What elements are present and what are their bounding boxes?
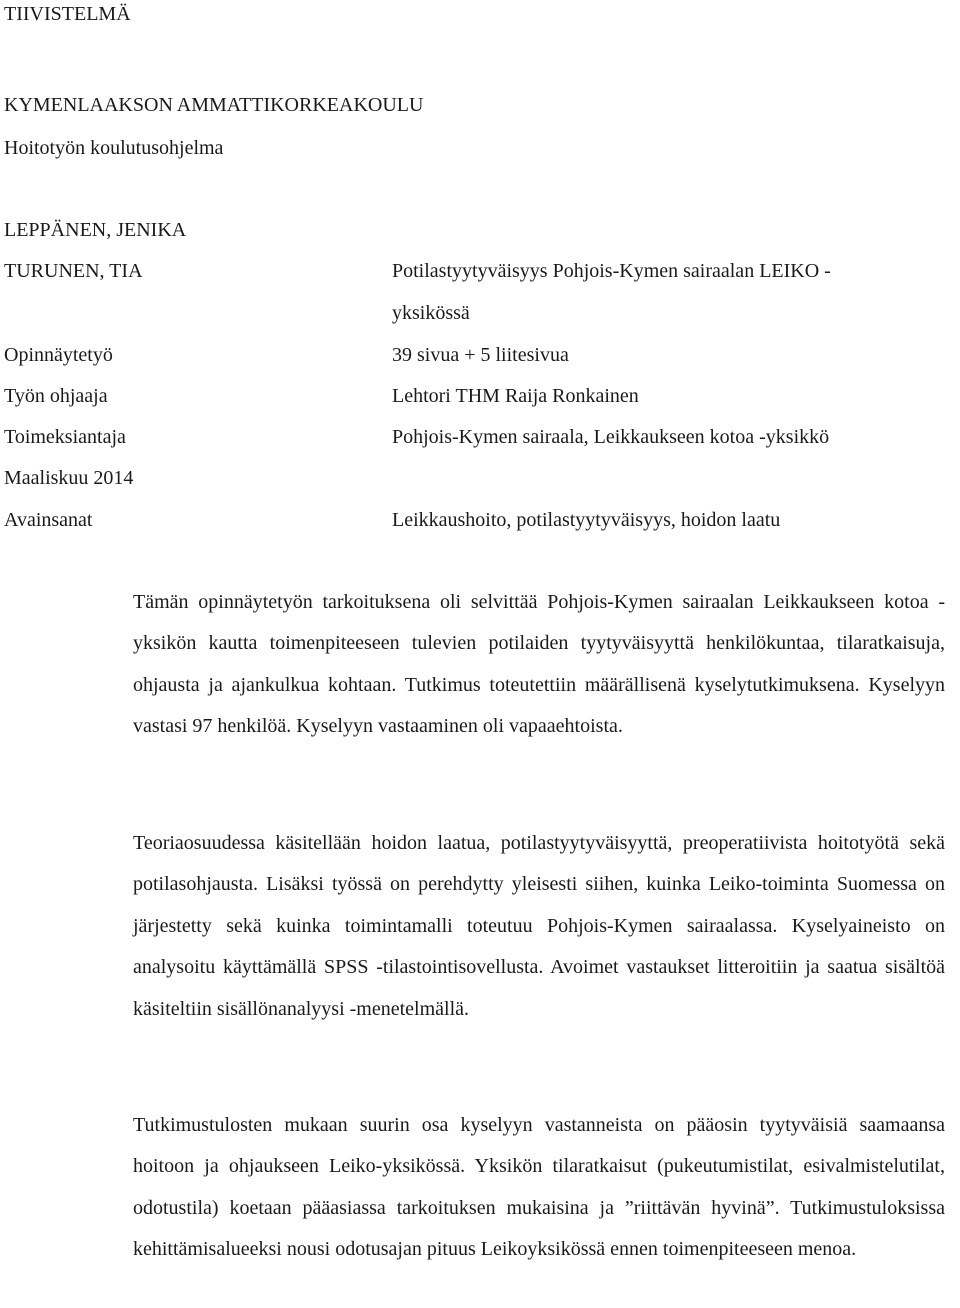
abstract-paragraph: Tämän opinnäytetyön tarkoituksena oli selvittää Pohjois-Kymen sairaalan Leikkaukseen kotoa -yksikön kautta toimenpiteeseen tulevien potilaiden tyytyväisyyttä henkilökuntaa, tilaratkaisuja, ohjausta ja ajankulkua kohtaan. Tutkimus toteutettiin määrällisenä kyselytutkimuksena. Kyselyyn vastasi 97 henkilöä. Kyselyyn vastaaminen oli vapaaehtoista. bbox=[133, 591, 945, 738]
meta-value-supervisor: Lehtori THM Raija Ronkainen bbox=[392, 385, 639, 407]
thesis-title: Potilastyytyväisyys Pohjois-Kymen sairaalan LEIKO - bbox=[392, 260, 831, 282]
meta-label-thesis: Opinnäytetyö bbox=[4, 344, 113, 366]
meta-value-keywords: Leikkaushoito, potilastyytyväisyys, hoidon laatu bbox=[392, 509, 781, 531]
meta-value-pages: 39 sivua + 5 liitesivua bbox=[392, 344, 569, 366]
thesis-title-continued: yksikössä bbox=[392, 302, 470, 324]
meta-label-supervisor: Työn ohjaaja bbox=[4, 385, 108, 407]
author-name: LEPPÄNEN, JENIKA bbox=[4, 219, 187, 241]
institution-name: KYMENLAAKSON AMMATTIKORKEAKOULU bbox=[4, 94, 424, 116]
meta-label-commissioner: Toimeksiantaja bbox=[4, 426, 126, 448]
meta-label-keywords: Avainsanat bbox=[4, 509, 93, 531]
abstract-paragraph: Teoriaosuudessa käsitellään hoidon laatua, potilastyytyväisyyttä, preoperatiivista hoitotyötä sekä potilasohjausta. Lisäksi työssä on perehdytty yleisesti siihen, kuinka Leiko-toiminta Suomessa on järjestetty sekä kuinka toimintamalli toteutuu Pohjois-Kymen sairaalassa. Kyselyaineisto on analysoitu käyttämällä SPSS -tilastointisovellusta. Avoimet vastaukset litteroitiin ja saatua sisältöä käsiteltiin sisällönanalyysi -menetelmällä. bbox=[133, 832, 945, 1020]
author-name: TURUNEN, TIA bbox=[4, 260, 143, 282]
meta-date: Maaliskuu 2014 bbox=[4, 467, 134, 489]
meta-value-commissioner: Pohjois-Kymen sairaala, Leikkaukseen kotoa -yksikkö bbox=[392, 426, 830, 448]
degree-programme: Hoitotyön koulutusohjelma bbox=[4, 137, 224, 159]
page-heading: TIIVISTELMÄ bbox=[4, 3, 131, 25]
abstract-paragraph: Tutkimustulosten mukaan suurin osa kyselyyn vastanneista on pääosin tyytyväisiä saamaansa hoitoon ja ohjaukseen Leiko-yksikössä. Yksikön tilaratkaisut (pukeutumistilat, esivalmistelutilat, odotustila) koetaan pääasiassa tarkoituksen mukaisina ja ”riittävän hyvinä”. Tutkimustuloksissa kehittämisalueeksi nousi odotusajan pituus Leikoyksikössä ennen toimenpiteeseen menoa. bbox=[133, 1114, 945, 1261]
